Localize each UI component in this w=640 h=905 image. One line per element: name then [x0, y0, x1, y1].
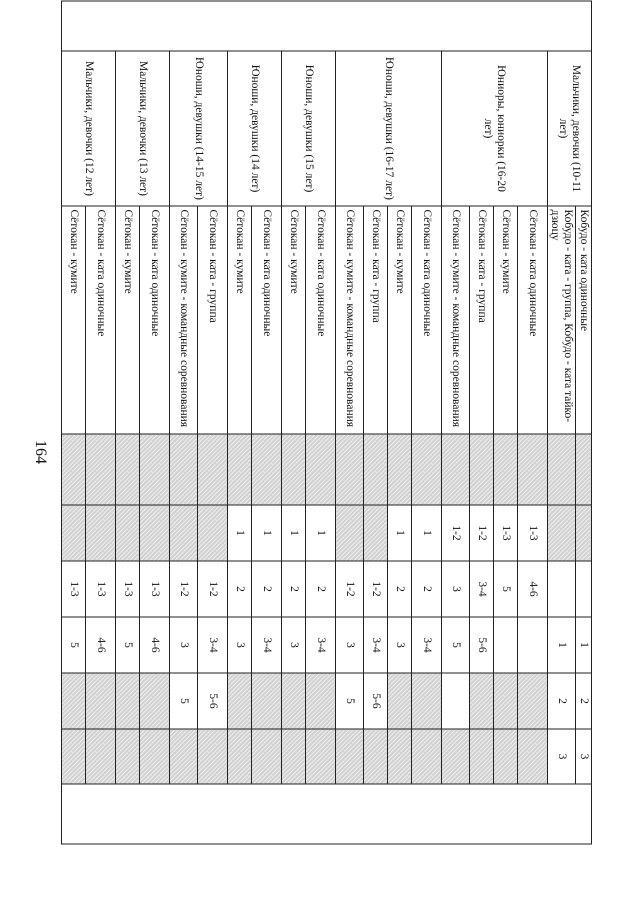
discipline-cell: Сётокан - кумите - командные соревнования [441, 206, 469, 434]
discipline-cell: Сётокан - ката - группа [363, 206, 387, 434]
place-cell [139, 505, 169, 561]
place-cell: 1-2 [441, 505, 469, 561]
place-cell: 5-6 [363, 673, 387, 729]
place-cell [335, 729, 363, 784]
place-cell: 1 [575, 617, 591, 673]
place-cell [85, 434, 115, 505]
discipline-cell: Сётокан - кумите - командные соревнования [335, 206, 363, 434]
place-cell [251, 673, 281, 729]
discipline-cell: Сётокан - кумите - командные соревнования [169, 206, 197, 434]
place-cell: 3 [227, 617, 251, 673]
place-cell [61, 729, 85, 784]
place-cell [139, 673, 169, 729]
place-cell: 1 [281, 505, 305, 561]
discipline-cell: Сётокан - ката - группа [197, 206, 227, 434]
place-cell [335, 505, 363, 561]
place-cell: 1-2 [197, 561, 227, 617]
place-cell [169, 434, 197, 505]
place-cell [547, 434, 575, 505]
place-cell [441, 729, 469, 784]
place-cell: 2 [387, 561, 411, 617]
place-cell [363, 729, 387, 784]
place-cell: 3 [335, 617, 363, 673]
place-cell [575, 561, 591, 617]
discipline-cell: Сётокан - ката одиночные [305, 206, 335, 434]
place-cell: 1 [227, 505, 251, 561]
place-cell [441, 434, 469, 505]
place-cell [493, 673, 517, 729]
discipline-cell: Сётокан - ката - группа [469, 206, 493, 434]
discipline-cell: Сётокан - кумите [115, 206, 139, 434]
place-cell [493, 617, 517, 673]
place-cell: 1-2 [469, 505, 493, 561]
place-cell: 1-3 [85, 561, 115, 617]
place-cell [575, 505, 591, 561]
place-cell: 2 [305, 561, 335, 617]
place-cell [387, 434, 411, 505]
place-cell [335, 434, 363, 505]
place-cell [387, 673, 411, 729]
place-cell [469, 434, 493, 505]
place-cell [115, 729, 139, 784]
discipline-cell: Сётокан - кумите [61, 206, 85, 434]
place-cell [411, 729, 441, 784]
table-row [85, 1, 115, 844]
place-cell: 5 [493, 561, 517, 617]
place-cell: 5-6 [197, 673, 227, 729]
place-cell [197, 729, 227, 784]
discipline-cell: Кобудо - ката - группа, Кобудо - ката тайко-дзюцу [547, 206, 575, 434]
discipline-cell: Сётокан - ката одиночные [517, 206, 547, 434]
place-cell [227, 729, 251, 784]
place-cell: 2 [281, 561, 305, 617]
age-group-cell: Юниоры, юниорки (16-20 лет) [441, 51, 547, 206]
place-cell: 5 [169, 673, 197, 729]
place-cell: 1-2 [335, 561, 363, 617]
place-cell: 5 [115, 617, 139, 673]
place-cell: 3-4 [411, 617, 441, 673]
place-cell: 3-4 [469, 561, 493, 617]
place-cell: 2 [251, 561, 281, 617]
place-cell: 5 [441, 617, 469, 673]
ranking-table [60, 0, 591, 844]
place-cell [493, 729, 517, 784]
place-cell [363, 505, 387, 561]
place-cell: 1-2 [169, 561, 197, 617]
place-cell: 3 [169, 617, 197, 673]
place-cell [517, 673, 547, 729]
place-cell [469, 729, 493, 784]
place-cell: 1-2 [363, 561, 387, 617]
age-group-cell: Юноши, девушки (15 лет) [281, 51, 335, 206]
table-row [411, 1, 441, 844]
blank-column [61, 1, 591, 51]
age-group-cell: Юноши, девушки (14-15 лет) [169, 51, 227, 206]
discipline-cell: Сётокан - ката одиночные [139, 206, 169, 434]
place-cell [305, 729, 335, 784]
place-cell: 1 [305, 505, 335, 561]
place-cell [547, 505, 575, 561]
place-cell [85, 729, 115, 784]
place-cell: 1-3 [115, 561, 139, 617]
table-row [517, 1, 547, 844]
place-cell [387, 729, 411, 784]
place-cell [411, 673, 441, 729]
discipline-cell: Сётокан - кумите [493, 206, 517, 434]
discipline-cell: Сётокан - кумите [387, 206, 411, 434]
place-cell [115, 673, 139, 729]
age-group-cell: Мальчики, девочки (10-11 лет) [547, 51, 591, 206]
place-cell [139, 434, 169, 505]
place-cell: 1-3 [517, 505, 547, 561]
place-cell: 3 [547, 729, 575, 784]
place-cell [85, 673, 115, 729]
table-row [197, 1, 227, 844]
table-row [575, 1, 591, 844]
place-cell [251, 729, 281, 784]
place-cell [517, 434, 547, 505]
place-cell [493, 434, 517, 505]
discipline-cell: Сётокан - кумите [281, 206, 305, 434]
place-cell: 1-3 [139, 561, 169, 617]
place-cell [169, 729, 197, 784]
place-cell: 1 [251, 505, 281, 561]
place-cell: 3 [441, 561, 469, 617]
place-cell [305, 673, 335, 729]
place-cell [251, 434, 281, 505]
place-cell: 1-3 [493, 505, 517, 561]
place-cell [85, 505, 115, 561]
place-cell: 2 [411, 561, 441, 617]
place-cell: 1 [547, 617, 575, 673]
discipline-cell: Сётокан - ката одиночные [411, 206, 441, 434]
place-cell [469, 673, 493, 729]
discipline-cell: Сётокан - ката одиночные [85, 206, 115, 434]
place-cell [517, 729, 547, 784]
place-cell [227, 673, 251, 729]
place-cell: 3-4 [363, 617, 387, 673]
age-group-cell: Мальчики, девочки (12 лет) [61, 51, 115, 206]
place-cell [281, 434, 305, 505]
table-row [305, 1, 335, 844]
place-cell: 3-4 [251, 617, 281, 673]
place-cell: 5 [335, 673, 363, 729]
place-cell [61, 434, 85, 505]
place-cell: 2 [575, 673, 591, 729]
place-cell [139, 729, 169, 784]
table-row [251, 1, 281, 844]
place-cell: 3 [387, 617, 411, 673]
place-cell: 3 [575, 729, 591, 784]
place-cell: 1 [411, 505, 441, 561]
age-group-cell: Юноши, девушки (14 лет) [227, 51, 281, 206]
table-row [139, 1, 169, 844]
place-cell: 2 [227, 561, 251, 617]
page-number: 164 [32, 440, 49, 464]
place-cell: 5 [61, 617, 85, 673]
place-cell [547, 561, 575, 617]
place-cell [517, 617, 547, 673]
discipline-cell: Сётокан - кумите [227, 206, 251, 434]
place-cell: 1-3 [61, 561, 85, 617]
place-cell: 2 [547, 673, 575, 729]
place-cell: 3-4 [197, 617, 227, 673]
place-cell: 3-4 [305, 617, 335, 673]
place-cell: 1 [387, 505, 411, 561]
discipline-cell: Кобудо - ката одиночные [575, 206, 591, 434]
age-group-cell: Юноши, девушки (16-17 лет) [335, 51, 441, 206]
rotated-table-wrapper [62, 0, 592, 843]
place-cell: 4-6 [139, 617, 169, 673]
place-cell: 5-6 [469, 617, 493, 673]
place-cell: 4-6 [517, 561, 547, 617]
place-cell [305, 434, 335, 505]
age-group-cell: Мальчики, девочки (13 лет) [115, 51, 169, 206]
place-cell [575, 434, 591, 505]
place-cell: 3 [281, 617, 305, 673]
place-cell [441, 673, 469, 729]
place-cell [61, 673, 85, 729]
place-cell [281, 729, 305, 784]
place-cell [115, 505, 139, 561]
discipline-cell: Сётокан - ката одиночные [251, 206, 281, 434]
place-cell: 4-6 [85, 617, 115, 673]
place-cell [61, 505, 85, 561]
place-cell [227, 434, 251, 505]
place-cell [363, 434, 387, 505]
place-cell [411, 434, 441, 505]
place-cell [281, 673, 305, 729]
place-cell [169, 505, 197, 561]
place-cell [197, 434, 227, 505]
place-cell [197, 505, 227, 561]
blank-edge-column [61, 784, 591, 844]
place-cell [115, 434, 139, 505]
